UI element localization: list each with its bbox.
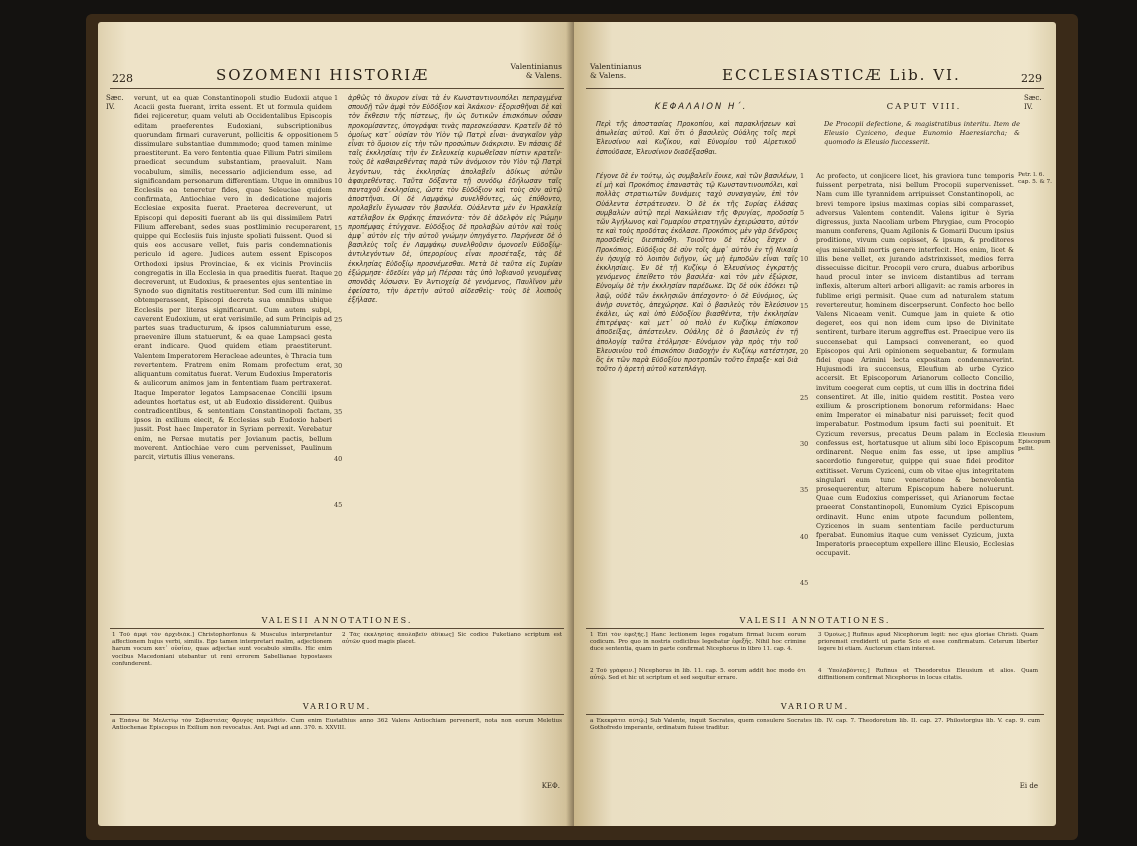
reign-line-2: & Valens. [525, 71, 562, 80]
line-number: 1 [800, 172, 805, 180]
line-number: 1 [334, 94, 339, 102]
annotation-note: 3 Ὁμοίως.] Rufinus apud Nicephorum legit: nec ejus gloriae Christi. Quam prioremsit crediderit ut parte Scio et esse confirmatum. Ceterum liberter legere bi etiam. Auctorum ctiam interest. [818, 632, 1038, 653]
margin-era [1024, 94, 1050, 112]
notes-rule [110, 628, 564, 629]
era-value: IV. [106, 103, 115, 111]
running-header-reign [511, 62, 563, 80]
header-rule [586, 88, 1044, 89]
latin-summary: De Procopii defectione, & magistratibus interitu. Item de Eleusio Cyziceno, deque Eunomio Haeresiarcha; & quomodo is Eleusio fuccesserit. [824, 120, 1020, 147]
line-numbers [334, 94, 346, 606]
line-number: 30 [800, 440, 809, 449]
line-number: 5 [334, 131, 339, 140]
latin-text: verunt, ut ea quæ Constantinopoli studio Eudoxii atque Acacii gesta fuerant, irrita essent. Et ut formula quidem fidei rejiceretur, quam veluti ab Occidentalibus Episcopis editam praeferentes Eudoxiani, subscriptionibus quorundam firmari curaverunt, pollicitis & oppositionem dissimulare substantiae dummmodo; quod tamen minime praestiterunt. Ea vero fententia quae Filium Patri similem praedicat secundum substantiam, praevaluit. Nam vocabulum, similis, necessario adjiciendum esse, ad significandam personarum differentiam. Utque in omnibus Ecclesiis ea teneretur fides, quae Seleuciae quidem confirmata, Antiochiae vero in dedicatione majoris Ecclesiae exposita fuerat. Praeterea decreverunt, ut Episcopi qui depositi fuerant ab iis qui dissimilem Patri Filium afferebant, sedes suas postliminio recuperarent, quippe qui Ecclesiis fuis injuste spoliati fuissent. Quod si quis eos accusare vellet, fuis paris condemnationis periculo id agere. Judices autem essent Episcopos Orthodoxi ipsius Provinciae, & ex vicinis Provinciis congregatis in illa Ecclesia in qua praeditis fuerat. Itaque decreverunt, ut Eudoxius, & praesentes ejus sententiae in Synodo suo dignitatis restituerentur. Sed cum illi minime obtemperassent, Episcopi decreta sua omnibus ubique Ecclesiis per literas significarunt. Cum autem subpi, caverent Eudoxium, ut erat verisimile, ad sum Principis ad partes suas traducturum, & ipsos calumniaturum esse, praevenire illum statuerunt, & ea quae Lampsaci gesta erant indicare. Quod quidem etiam praestiterunt. Valentem Imperatorem Heracleae adeuntes, è Thracia tum revertentem. Fratrem enim Romam profectum erat, aliquantum comitatus fuerat. Verum Eudoxius Imperatoris & aulicorum animos jam in fententiam fuam pertraxerat. Itaque Imperator legatos Lampsacenae Concilii ipsum adeuntes hortatus est, ut ab Eudoxio dissiderent. Quibus contradicentibus, & sententiam Constantinopoli factam, ipsos in exilium eiecit, & Ecclesias sub Eudoxio haberi jussit. Post haec Imperator in Syriam perrexit. Verebatur enim, ne Persae mutatis per Jovianum pactis, bellum moverent. Antiochiae vero cum pervenisset, Paulinum parcit, virtutis illius venerans. [134, 94, 332, 461]
varia-heading: VARIORUM. [780, 702, 850, 711]
varia-note: a Ἐπάνω δὲ Μελετίῳ τὸν Σεβαστείας Φρυγὸς παρελθεῖν. Cum enim Eustathius anno 362 Valens Antiochiam pervenerit, nota non eorum Meletius Antiochenae Episcopus in Exilium non revocatus. Ant. Pagi ad ann. 370. n. XXVIII. [112, 718, 562, 732]
left-page [98, 22, 576, 826]
greek-column [348, 94, 562, 606]
era-value: IV. [1024, 103, 1033, 111]
line-number: 35 [800, 486, 809, 495]
latin-text: Ac profecto, ut conjicere licet, his graviora tunc temporis fuissent perpetrata, nisi bellum Procopii supervenisset. Nam cum ille tyrannidem arripuisset Constantinopoli, ac brevi tempore ipsius maximas copias sibi comparasset, adversus Valentem contendit. Valens igitur è Syria digressus, juxta Nacoliam urbem Phrygiae, cum Procopio manum conferens, Quam Agilonis & Gomarii Ducum ipsius proditione, vivum cum cepisset, & ipsum, & proditores ejus miserabili mortis genere interfecit. Hos enim, licet & illis bene vellet, ex jurando adstrinxisset, medios ferra dissecuisse dicitur. Procopii vero crura, duabus arboribus haud procul inter se invicem distantibus ad terram inflexis, alterum alteri arbori alligavit: ac ramis arbores in fublime erigi permisit. Quae cum ad naturalem statum revertereutur, hominem discerpserunt. Confecto hoc bello Valens Nicaeam venit. Cumque jam in quiete & otio degeret, eos qui non idem cum ipso de Divinitate sentirent, turbare iterum aggreffus est. Praecipue vero iis succensebat qui Lampsaci convenerant, eo quod Episcopos qui Arii opinionem sequebantur, & formulam fidei quae Arimini lecta expositam condemnaverint. Hujusmodi ira succensus, Eleufium ab urbe Cyzico accersit. Et Episcoporum Arianorum collecto Concilio, invitum coegerat cum ceptis, ut cum illis in doctrina fidei consentiret. At ille, initio quidem restitit. Postea vero exilium & proscriptionem bonorum reformidans: Haec enim Imperator ei minabatur nisi paruisset; fecit quod imperabatur. Postmodum ipsum facti sui poenituit. Et Cyzicum reversus, precatus Deum palam in Ecclesia confessus est, hortatusque ut alium sibi loco Episcopum ordinarent. Neque enim fas esse, ut ipse amplius sacerdotio fungeretur, quippe qui suae fidei proditor extitisset. Verum Cyziceni, cum ob vitae ejus integritatem singulari eum tunc veneratione & benevolentia prosequerentur, alterum Episcopum habere noluerunt. Quae cum Eudoxius comperisset, qui Arianorum fectae praeerat Constantinopoli, Eunomium Cyzici Episcopum ordinavit. Hunc enim utpote facundum pollentem, Cyzicenos in suam sententiam facile perducturum fperabat. Eunomius itaque cum venisset Cyzicum, juxta Imperatoris praeceptum expellere illinc Eleusio, Ecclesias occupavit. [816, 172, 1014, 558]
line-numbers [800, 172, 812, 606]
line-number: 15 [800, 301, 809, 310]
running-title: SOZOMENI HISTORIÆ [216, 66, 430, 84]
latin-column [816, 172, 1014, 606]
line-number: 35 [334, 408, 343, 417]
era-label: Sæc. [106, 94, 124, 102]
annotations-heading: VALESII ANNOTATIONES. [739, 616, 891, 625]
page-number: 228 [112, 72, 133, 85]
line-number: 20 [334, 269, 343, 278]
annotation-note: 1 Τοῦ ἀμφὶ τὸν ἀρχιδιάκ.] Christophorfonus & Musculus interpretantur affectionem hujus verbi, similis. Ego tamen interpretari malim, adjectionem harum vocum κατ᾽ οὐσίαν, quas adjectae sunt vocabulo similis. Hic enim vocibus Macedoniani utebantur ut reni errorem Sabellianae hypostases confunderent. [112, 632, 332, 667]
varia-note: a Ἐκεκράτει αὐτῷ.] Sub Valente, inquit Socrates, quem consulere Socrates lib. IV. cap. 7. Theodoretum lib. II. cap. 27. Philostorgius lib. V. cap. 9. cum Gothofredo imperante, ordinatum fuisse traditur. [590, 718, 1040, 732]
line-number: 40 [800, 532, 809, 541]
line-number: 25 [800, 394, 809, 403]
line-number: 15 [334, 223, 343, 232]
reign-line-2: & Valens. [590, 71, 627, 80]
varia-rule [586, 714, 1044, 715]
annotation-note: 2 Τοῦ γράφειν.] Nicephorus in lib. 11. cap. 5. eorum addit hoc modo ὃτι αὐτῷ. Sed et hic ut scriptum et sed sequitur errare. [590, 668, 806, 682]
header-rule [110, 88, 564, 89]
latin-chapter-heading: CAPUT VIII. [886, 102, 962, 112]
annotation-note: 1 Ἐπὶ τὸν ἐφεξῆς.] Hanc lectionem leges rogatum firmat lucem eorum codicum. Pro quo in nostris codicibus legebatur ἐφεξῆς. Nihil hoc crimine duce sententia, quam in parte confirmat Nicephorus in libro 11. cap. 4. [590, 632, 806, 653]
line-number: 25 [334, 316, 343, 325]
line-number: 45 [800, 578, 809, 587]
notes-rule [586, 628, 1044, 629]
greek-text: Γέγονε δὲ ἐν τούτῳ, ὡς συμβαλεῖν ἔοικε, καὶ τῶν βασιλέων, εἰ μὴ καὶ Προκόπιος ἐπαναστὰς τῷ Κωνσταντινουπόλει, καὶ πολλὰς στρατιωτῶν δυνάμεις ταχὺ συναγαγὼν, ἐπὶ τὸν Οὐάλεντα ἐστράτευσεν. Ὁ δὲ ἐκ τῆς Συρίας ἐλάσας συμβαλὼν αὐτῷ περὶ Νακώλειαν τῆς Φρυγίας, προδοσίᾳ τῶν Ἀγήλωνος καὶ Γομαρίου στρατηγῶν ἐχειρώσατο, αὐτόν τε καὶ τοὺς προδότας ἐκόλασε. Προκόπιος μὲν γὰρ δένδροις προσδεθεὶς διεσπάσθη. Τοιοῦτον δὲ τέλος ἔσχεν ὁ Προκόπιος. Εὐδόξιος δὲ σὺν τοῖς ἀμφ᾽ αὐτὸν ἐν τῇ Νικαίᾳ ἐν ἡσυχίᾳ τὸ λοιπὸν διῆγον, ὡς μὴ ἐμποδὼν εἶναι ταῖς ἐκκλησίαις. Ἐν δὲ τῇ Κυζίκῳ ὁ Ἐλευσίνιος ἐγκρατὴς γενόμενος ἐπείθετο τὸν βασιλέα· καὶ τὸν μὲν ἐξώρισε, Εὐνομίῳ δὲ τὴν ἐκκλησίαν παρέδωκε. Ὡς δὲ οὐκ ἐδόκει τῷ λαῷ, οὐδὲ τῶν ἐκκλησιῶν ἀπέσχοντο· ὁ δὲ Εὐνόμιος, ὡς ἀνὴρ συνετὸς, ἀπεχώρησε. Καὶ ὁ βασιλεὺς τὸν Ἐλεύσινον ἐκάλει, ὡς καὶ ὑπὸ Εὐδοξίου βιασθέντα, τὴν ἐκκλησίαν ἐπιτρέψας· καὶ μετ᾽ οὐ πολὺ ἐν Κυζίκῳ ἐπίσκοπον ἀποδείξας, ἀπέστειλεν. Οὐάλης δὲ ὁ βασιλεὺς ἐν τῇ ἀπολογίᾳ ταῦτα ἐτόλμησε· Εὐνόμιον γὰρ πρὸς τὴν τοῦ Ἐλευσινίου τοῦ ἐπισκόπου διαδοχὴν ἐν Κυζίκῳ κατέστησε, ὃς ἐκ τῶν παρὰ Εὐδοξίου προτροπῶν τοῦτο ἔπραξε· καὶ διὰ τοῦτο ἡ ἀρετὴ αὐτοῦ κατεπλάγη. [596, 172, 798, 374]
running-title: ECCLESIASTICÆ Lib. VI. [722, 66, 961, 84]
line-number: 30 [334, 362, 343, 371]
greek-column [596, 172, 798, 606]
line-number: 10 [334, 177, 343, 186]
greek-summary: Περὶ τῆς ἀποστασίας Προκοπίου, καὶ παρακλήσεων καὶ ἀπωλείας αὐτοῦ. Καὶ ὅτι ὁ βασιλεὺς Οὐάλης τοῖς περὶ Ἐλευσίνου καὶ Κυζίκου, καὶ Εὐνομίου τοῦ Αἱρετικοῦ ἐσπούδασε, Ἐλευσίνιον διαδέξασθαι. [596, 120, 796, 156]
side-note: Eleusium Episcopum pellit. [1018, 432, 1051, 452]
greek-chapter-heading: ΚΕΦΑΛΑΙΟΝ Η΄. [654, 102, 748, 112]
annotation-note: 4 Ὑπολαβόντες.] Rufinus et Theodoretus Eleusium et alios. Quam diffinitionem confirmat Nicephorus in locus citatis. [818, 668, 1038, 682]
running-header-reign [590, 62, 642, 80]
latin-column [134, 94, 332, 606]
page-number: 229 [1021, 72, 1042, 85]
side-note: Petr. l. 6. cap. 5. & 7. [1018, 172, 1053, 185]
margin-era [106, 94, 132, 112]
annotations-heading: VALESII ANNOTATIONES. [261, 616, 413, 625]
era-label: Sæc. [1024, 94, 1042, 102]
line-number: 20 [800, 347, 809, 356]
reign-line-1: Valentinianus [510, 62, 562, 71]
varia-rule [110, 714, 564, 715]
right-page [574, 22, 1056, 826]
varia-heading: VARIORUM. [302, 702, 372, 711]
catchword: Ei de [1019, 782, 1038, 790]
line-number: 40 [334, 454, 343, 463]
reign-line-1: Valentinianus [590, 62, 642, 71]
annotation-note: 2 Τὰς ἐκκλησίας ἀπολαβεῖν ἀδίκως] Sic codice Fuketiano scriptum est αὐτῶν quod magis placet. [342, 632, 562, 646]
line-number: 45 [334, 500, 343, 509]
catchword: ΚΕΦ. [541, 782, 560, 790]
line-number: 10 [800, 255, 809, 264]
greek-text: ἀρθῶς τὸ ἄκυρον εἶναι τὰ ἐν Κωνσταντινουπόλει πεπραγμένα σπουδῇ τῶν ἀμφὶ τὸν Εὐδόξιον καὶ Ἀκάκιον· ἐξορισθῆναι δὲ καὶ τὸν ἔκθεσιν τῆς πίστεως, ἣν ὡς δυτικῶν ἐπισκόπων οὖσαν προκομίσαντες, ὑπογράψαι τινὰς παρεσκεύασαν. Κρατεῖν δὲ τὸ ὁμοίως κατ᾽ οὐσίαν τὸν Υἱὸν τῷ Πατρὶ εἶναι· ἀναγκαῖον γὰρ εἶναι τὸ ὅμοιον εἰς τὴν τῶν προσώπων διάκρισιν. Ἐν πάσαις δὲ ταῖς ἐκκλησίαις τὴν ἐν Σελευκείᾳ κυρωθεῖσαν πίστιν κρατεῖν· τοὺς δὲ καθαιρεθέντας παρὰ τῶν ἀνόμοιον τὸν Υἱὸν τῷ Πατρὶ λεγόντων, τὰς ἐκκλησίας ἀπολαβεῖν ἀδίκως αὐτῶν ἀφαιρεθέντας. Ταῦτα δόξαντα τῇ συνόδῳ ἐδήλωσαν ταῖς πανταχοῦ ἐκκλησίαις, ὥστε τὸν Εὐδόξιον καὶ τοὺς σὺν αὐτῷ ἀποστῆναι. Οἱ δὲ Λαμψάκῳ συνελθόντες, ὡς ἐπύθοντο, προλαβεῖν ἔγνωσαν τὸν βασιλέα. Οὐάλεντα μὲν ἐν Ἡρακλείᾳ κατέλαβον ἐκ Θρᾴκης ἐπανιόντα· τὸν δὲ ἀδελφὸν εἰς Ῥώμην προπέμψας ἐτύγχανε. Εὐδόξιος δὲ προλαβὼν αὐτὸν καὶ τοὺς ἀμφ᾽ αὐτὸν εἰς τὴν αὑτοῦ γνώμην ὑπηγάγετο. Παρήνεσε δὲ ὁ βασιλεὺς τοῖς ἐν Λαμψάκῳ συνελθοῦσιν ὁμονοεῖν Εὐδοξίῳ· ἀντιλεγόντων δὲ, ὑπερορίους εἶναι προσέταξε, τὰς δὲ ἐκκλησίας Εὐδοξίῳ προσνέμεσθαι. Μετὰ δὲ ταῦτα εἰς Συρίαν ἐξώρμησε· ἐδεδίει γὰρ μὴ Πέρσαι τὰς ὑπὸ Ἰοβιανοῦ γενομένας σπονδὰς λύσωσιν. Ἐν Ἀντιοχείᾳ δὲ γενόμενος, Παυλῖνον μὲν ἐφείσατο, τὴν ἀρετὴν αὐτοῦ αἰδεσθεὶς· τοὺς δὲ λοιποὺς ἐξήλασε. [348, 94, 562, 305]
line-number: 5 [800, 209, 805, 218]
